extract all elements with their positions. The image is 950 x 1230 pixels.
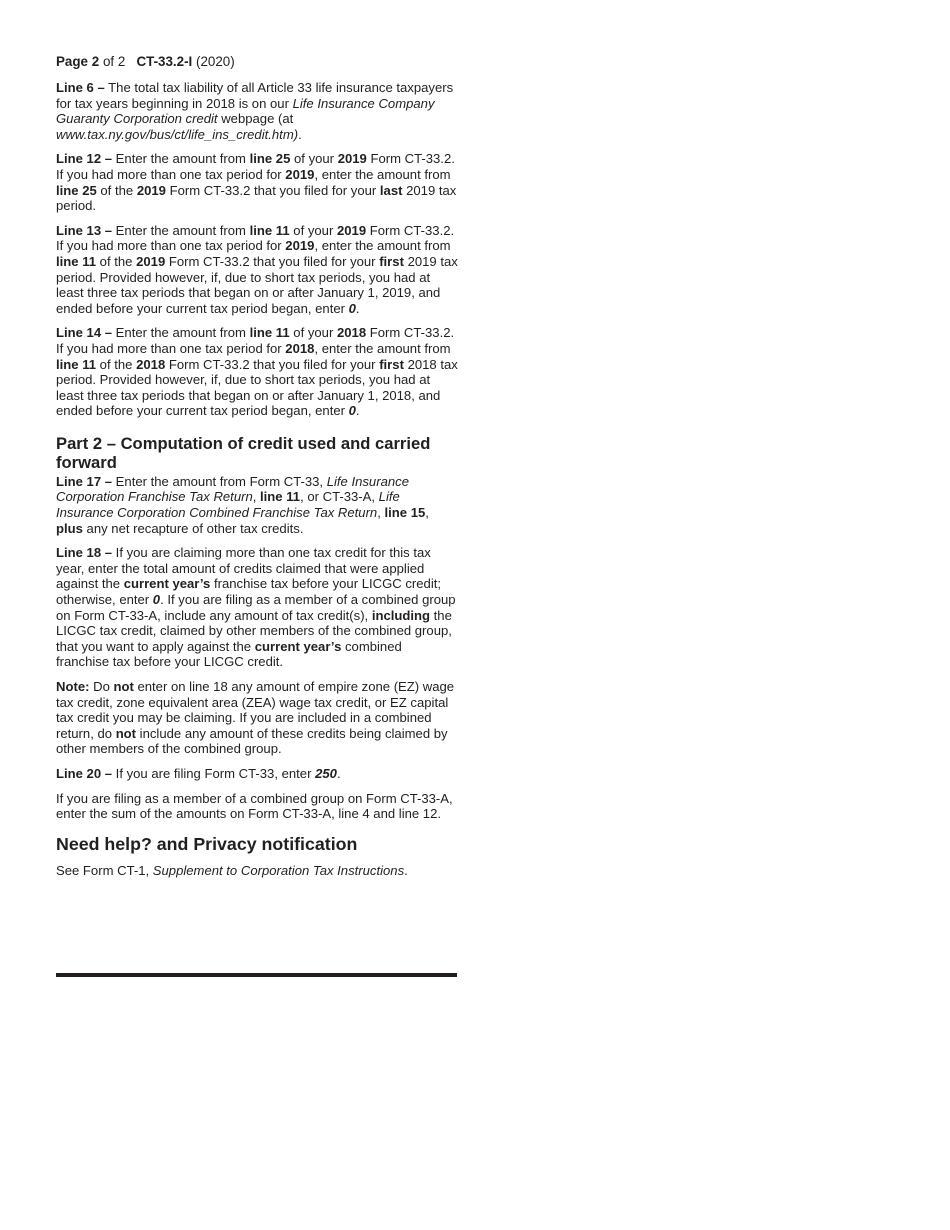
end-rule: [56, 973, 457, 977]
line-20-combined-paragraph: If you are filing as a member of a combined group on Form CT-33-A, enter the sum of the amounts on Form CT-33-A, line 4 and line 12.: [56, 790, 453, 822]
line-18-paragraph: Line 18 – If you are claiming more than one tax credit for this tax year, enter the total amount of credits claimed that were applied against the current year’s franchise tax before your LICGC credit; otherwise, enter 0. If you are filing as a member of a combined group on Form CT-33-A, include any amount of tax credit(s), including the LICGC tax credit, claimed by other members of the combined group, that you want to apply against the current year’s combined franchise tax before your LICGC credit.: [56, 545, 456, 670]
instructions-column: [56, 53, 458, 887]
note-paragraph: Note: Do not enter on line 18 any amount of empire zone (EZ) wage tax credit, zone equivalent area (ZEA) wage tax credit, or EZ capital tax credit you may be claiming. If you are included in a combined return, do not include any amount of these credits being claimed by other members of the combined group.: [56, 679, 455, 757]
form-year: (2020): [196, 54, 235, 69]
line-14-paragraph: Line 14 – Enter the amount from line 11 of your 2018 Form CT-33.2. If you had more than one tax period for 2018, enter the amount from line 11 of the 2018 Form CT-33.2 that you filed for your first 2018 tax period. Provided however, if, due to short tax periods, you had at least three tax periods that began on or after January 1, 2018, and ended before your current tax period began, enter 0.: [56, 325, 458, 419]
line-13-paragraph: Line 13 – Enter the amount from line 11 of your 2019 Form CT-33.2. If you had more than one tax period for 2019, enter the amount from line 11 of the 2019 Form CT-33.2 that you filed for your first 2019 tax period. Provided however, if, due to short tax periods, you had at least three tax periods that began on or after January 1, 2019, and ended before your current tax period began, enter 0.: [56, 222, 458, 316]
line-6-paragraph: Line 6 – The total tax liability of all Article 33 life insurance taxpayers for tax years beginning in 2018 is on our Life Insurance Company Guaranty Corporation credit webpage (at www.tax.ny.gov/bus/ct/life_ins_credit.htm).: [56, 80, 454, 142]
line-17-paragraph: Line 17 – Enter the amount from Form CT-33, Life Insurance Corporation Franchise Tax Return, line 11, or CT-33-A, Life Insurance Corporation Combined Franchise Tax Return, line 15, plus any net recapture of other tax credits.: [56, 473, 429, 536]
form-id: CT-33.2-I: [136, 54, 193, 69]
line-12-paragraph: Line 12 – Enter the amount from line 25 of your 2019 Form CT-33.2. If you had more than one tax period for 2019, enter the amount from line 25 of the 2019 Form CT-33.2 that you filed for your last 2019 tax period.: [56, 151, 457, 214]
page-header: Page 2 of 2 CT-33.2-I (2020): [56, 54, 235, 69]
help-paragraph: See Form CT-1, Supplement to Corporation Tax Instructions.: [56, 862, 408, 878]
webpage-link[interactable]: www.tax.ny.gov/bus/ct/life_ins_credit.htm): [56, 126, 299, 142]
line-20-paragraph: Line 20 – If you are filing Form CT-33, enter 250.: [56, 765, 341, 781]
part-2-heading: Part 2 – Computation of credit used and carried forward: [56, 433, 431, 472]
help-heading: Need help? and Privacy notification: [56, 833, 358, 854]
